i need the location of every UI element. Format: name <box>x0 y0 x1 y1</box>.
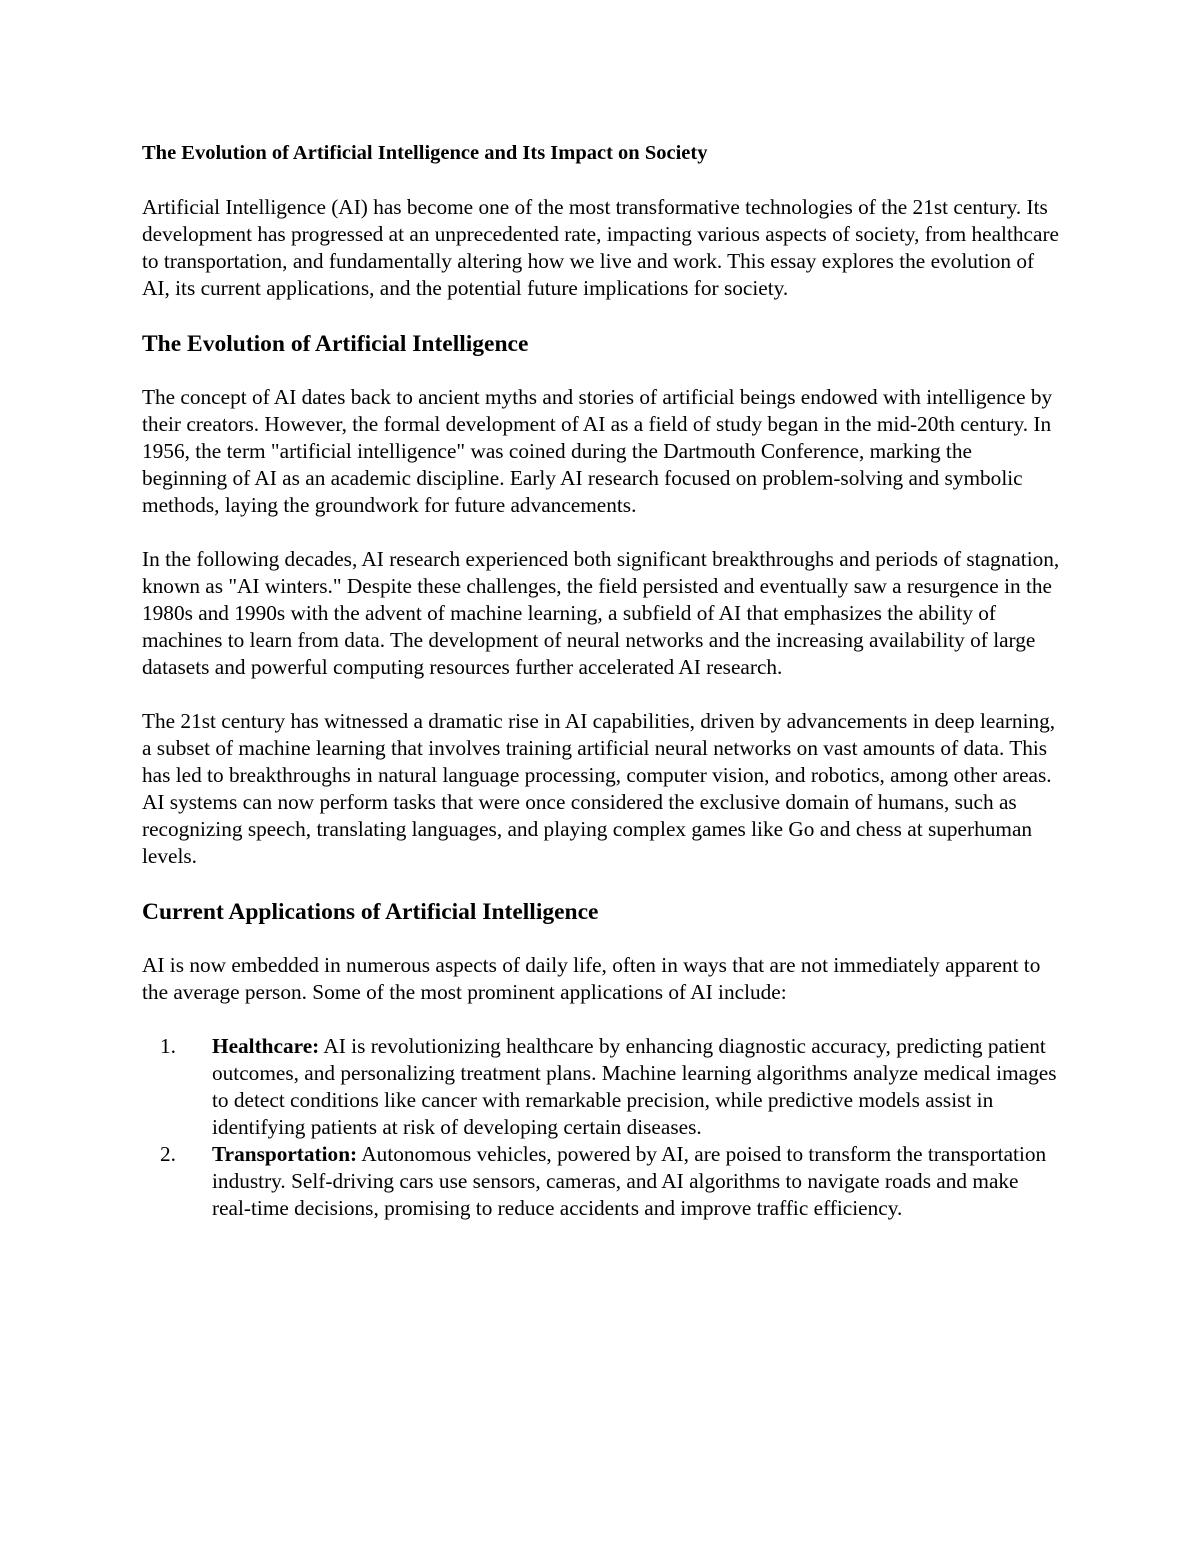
applications-list <box>142 1033 1060 1222</box>
section-heading-applications: Current Applications of Artificial Intelligence <box>142 899 599 925</box>
list-item-text: AI is revolutionizing healthcare by enhancing diagnostic accuracy, predicting patient outcomes, and personalizing treatment plans. Machine learning algorithms analyze medical images to detect conditions like cancer with remarkable precision, while predictive models assist in identifying patients at risk of developing certain diseases. <box>212 1034 1057 1139</box>
document-body <box>142 140 1060 1222</box>
list-item-healthcare <box>142 1033 1060 1141</box>
list-item-label: Transportation: <box>212 1142 358 1166</box>
evolution-paragraph-1: The concept of AI dates back to ancient myths and stories of artificial beings endowed with intelligence by their creators. However, the formal development of AI as a field of study began in the mid-20th century. In 1956, the term "artificial intelligence" was coined during the Dartmouth Conference, marking the beginning of AI as an academic discipline. Early AI research focused on problem-solving and symbolic methods, laying the groundwork for future advancements. <box>142 385 1053 517</box>
list-item-transportation <box>142 1141 1060 1222</box>
intro-paragraph: Artificial Intelligence (AI) has become one of the most transformative technologies of the 21st century. Its development has progressed at an unprecedented rate, impacting various aspects of society, from healthcare to transportation, and fundamentally altering how we live and work. This essay explores the evolution of AI, its current applications, and the potential future implications for society. <box>142 195 1059 300</box>
evolution-paragraph-2: In the following decades, AI research experienced both significant breakthroughs and periods of stagnation, known as "AI winters." Despite these challenges, the field persisted and eventually saw a resurgence in the 1980s and 1990s with the advent of machine learning, a subfield of AI that emphasizes the ability of machines to learn from data. The development of neural networks and the increasing availability of large datasets and powerful computing resources further accelerated AI research. <box>142 547 1060 679</box>
list-item-label: Healthcare: <box>212 1034 320 1058</box>
section-heading-evolution: The Evolution of Artificial Intelligence <box>142 331 529 357</box>
list-item-number: 2. <box>160 1142 176 1166</box>
document-title: The Evolution of Artificial Intelligence and Its Impact on Society <box>142 142 708 164</box>
list-item-text: Autonomous vehicles, powered by AI, are poised to transform the transportation industry. Self-driving cars use sensors, cameras, and AI algorithms to navigate roads and make real-time decisions, promising to reduce accidents and improve traffic efficiency. <box>212 1142 1047 1220</box>
applications-intro-paragraph: AI is now embedded in numerous aspects of daily life, often in ways that are not immediately apparent to the average person. Some of the most prominent applications of AI include: <box>142 953 1041 1004</box>
evolution-paragraph-3: The 21st century has witnessed a dramatic rise in AI capabilities, driven by advancements in deep learning, a subset of machine learning that involves training artificial neural networks on vast amounts of data. This has led to breakthroughs in natural language processing, computer vision, and robotics, among other areas. AI systems can now perform tasks that were once considered the exclusive domain of humans, such as recognizing speech, translating languages, and playing complex games like Go and chess at superhuman levels. <box>142 709 1056 868</box>
list-item-number: 1. <box>160 1034 176 1058</box>
